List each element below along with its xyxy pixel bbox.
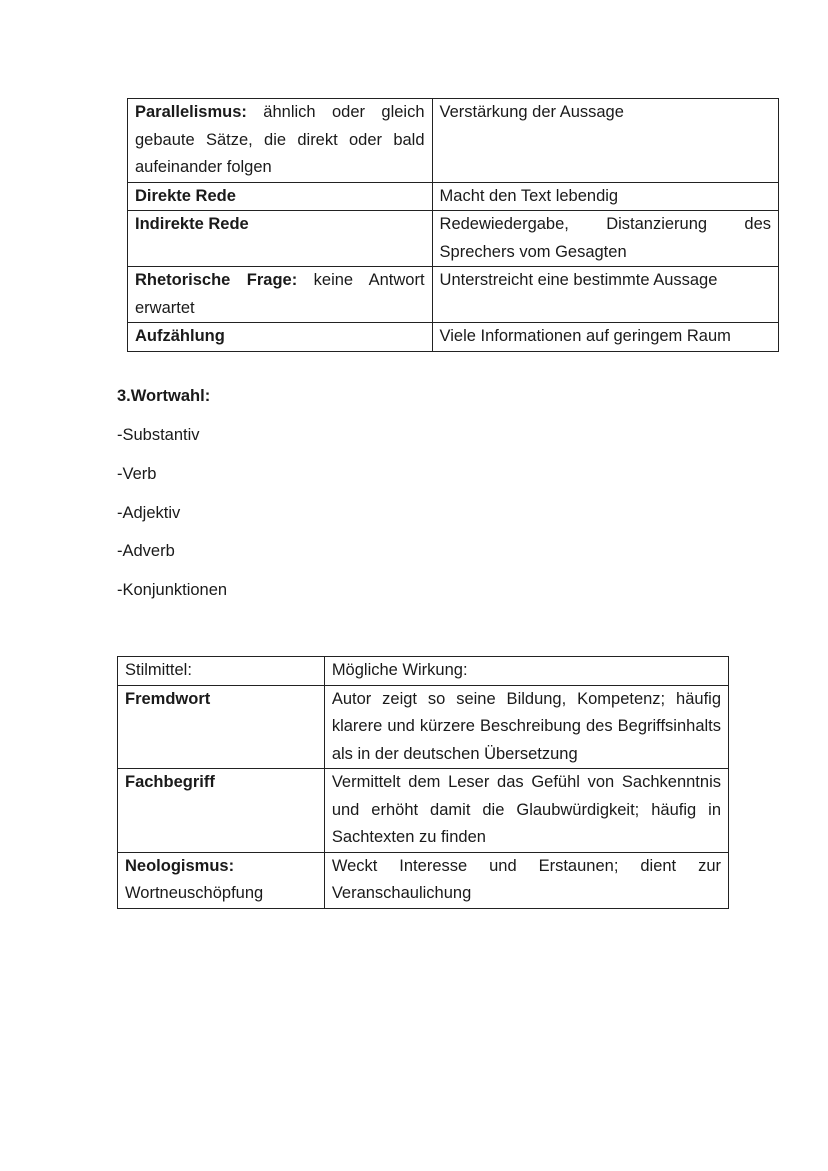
term-cell	[128, 267, 433, 323]
table-row	[118, 685, 729, 769]
stylistic-devices-table-word-choice	[117, 656, 729, 909]
term-description: Wortneuschöpfung	[125, 884, 264, 902]
table-row	[128, 267, 779, 323]
term-cell	[128, 182, 433, 211]
list-item: -Substantiv	[117, 426, 200, 444]
table-row	[128, 211, 779, 267]
table-row	[128, 323, 779, 352]
term-label: Direkte Rede	[135, 186, 236, 205]
list-item: -Verb	[117, 465, 157, 483]
table-row	[118, 852, 729, 908]
effect-cell	[432, 211, 778, 267]
effect-text: Redewiedergabe, Distanzierung des Sprechers vom Gesagten	[439, 215, 771, 261]
effect-cell	[432, 267, 778, 323]
term-label: Fremdwort	[125, 689, 211, 708]
table-row	[128, 182, 779, 211]
term-label: Parallelismus:	[135, 103, 247, 121]
term-label: Fachbegriff	[125, 773, 215, 791]
list-item: -Adverb	[117, 542, 175, 560]
term-cell	[118, 685, 325, 769]
column-header: Stilmittel:	[118, 657, 325, 686]
effect-text: Autor zeigt so seine Bildung, Kompetenz; häufig klarere und kürzere Beschreibung des Begriffsinhalts als in der deutschen Übersetzung	[331, 689, 721, 763]
effect-cell	[324, 852, 728, 908]
effect-cell	[324, 685, 728, 769]
list-item: -Adjektiv	[117, 504, 181, 522]
list-item: -Konjunktionen	[117, 581, 228, 599]
effect-text: Macht den Text lebendig	[439, 186, 619, 205]
term-description: ähnlich oder gleich gebaute Sätze, die direkt oder bald aufeinander folgen	[135, 103, 425, 176]
term-label: Indirekte Rede	[135, 215, 249, 233]
effect-cell	[324, 769, 728, 853]
term-cell	[128, 211, 433, 267]
column-header: Mögliche Wirkung:	[324, 657, 728, 686]
effect-cell	[432, 323, 778, 352]
term-label: Neologismus:	[125, 856, 235, 875]
effect-text: Viele Informationen auf geringem Raum	[439, 327, 731, 345]
effect-text: Weckt Interesse und Erstaunen; dient zur Veranschaulichung	[331, 856, 721, 902]
effect-cell	[432, 182, 778, 211]
term-cell	[128, 323, 433, 352]
term-label: Aufzählung	[135, 327, 225, 345]
section-heading: 3.Wortwahl:	[117, 387, 211, 405]
effect-text: Unterstreicht eine bestimmte Aussage	[439, 271, 718, 289]
table-header-row	[118, 657, 729, 686]
term-label: Rhetorische Frage:	[135, 271, 298, 289]
term-cell	[118, 852, 325, 908]
stylistic-devices-table-sentence	[127, 98, 779, 352]
term-description: keine Antwort erwartet	[135, 271, 425, 317]
table-row	[118, 769, 729, 853]
term-cell	[128, 99, 433, 183]
effect-text: Verstärkung der Aussage	[439, 103, 624, 121]
table-row	[128, 99, 779, 183]
term-cell	[118, 769, 325, 853]
effect-cell	[432, 99, 778, 183]
effect-text: Vermittelt dem Leser das Gefühl von Sachkenntnis und erhöht damit die Glaubwürdigkeit; häufig in Sachtexten zu finden	[331, 773, 721, 846]
